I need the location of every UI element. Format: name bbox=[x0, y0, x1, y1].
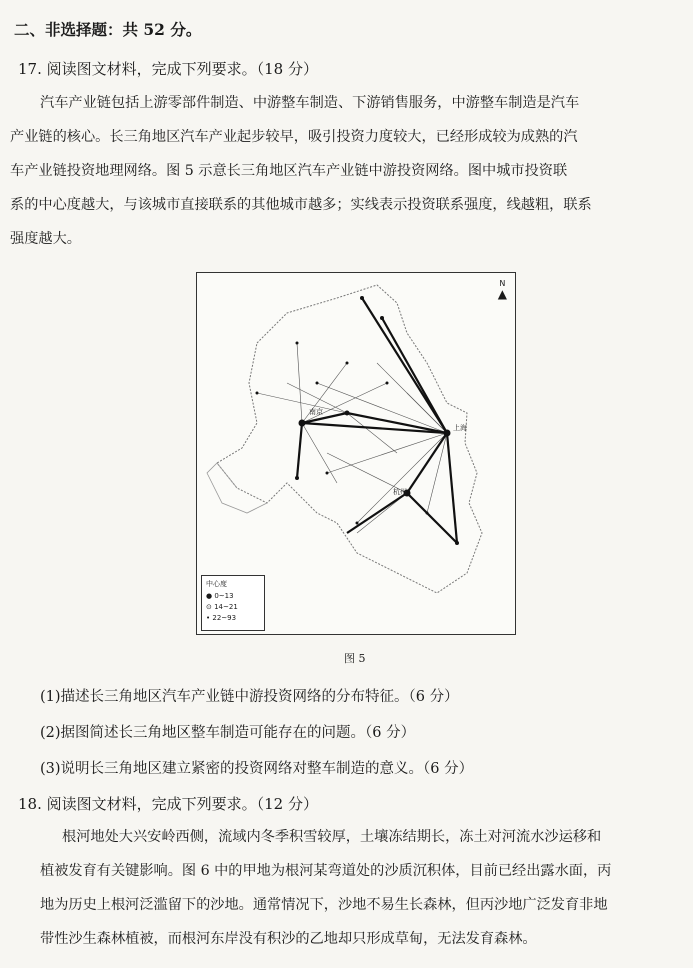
paragraph-line: 根河地处大兴安岭西侧，流域内冬季积雪较厚，土壤冻结期长，冻土对河流水沙运移和 bbox=[62, 829, 602, 845]
north-label: N bbox=[499, 279, 506, 288]
paragraph-line: 汽车产业链包括上游零部件制造、中游整车制造、下游销售服务，中游整车制造是汽车 bbox=[40, 95, 580, 111]
thick-links bbox=[297, 298, 457, 543]
section-title: 二、非选择题：共 52 分。 bbox=[14, 20, 202, 39]
paragraph-line: 植被发育有关键影响。图 6 中的甲地为根河某弯道处的沙质沉积体，目前已经出露水面，丙 bbox=[40, 863, 612, 879]
paragraph-line: 带性沙生森林植被，而根河东岸没有积沙的乙地却只形成草甸，无法发育森林。 bbox=[40, 931, 537, 947]
legend-item: • 22~93 bbox=[206, 614, 237, 622]
question-18-header: 18. 阅读图文材料，完成下列要求。（12 分） bbox=[18, 795, 318, 813]
north-arrow-icon: N ▲ bbox=[497, 279, 507, 301]
figure-5-caption: 图 5 bbox=[344, 652, 366, 665]
label-nanjing: 南京 bbox=[309, 408, 323, 416]
figure-5-map bbox=[196, 272, 516, 635]
legend-item: ● 0~13 bbox=[206, 592, 234, 600]
river-outline bbox=[207, 463, 267, 513]
legend-title: 中心度 bbox=[206, 580, 227, 588]
paragraph-line: 强度越大。 bbox=[10, 231, 81, 247]
paragraph-line: 车产业链投资地理网络。图 5 示意长三角地区汽车产业链中游投资网络。图中城市投资联 bbox=[10, 163, 568, 179]
question-17-header: 17. 阅读图文材料，完成下列要求。（18 分） bbox=[18, 60, 318, 78]
subquestion-2: (2)据图简述长三角地区整车制造可能存在的问题。（6 分） bbox=[40, 725, 416, 741]
paragraph-line: 地为历史上根河泛滥留下的沙地。通常情况下，沙地不易生长森林，但丙沙地广泛发育非地 bbox=[40, 897, 608, 913]
question-17-material bbox=[10, 86, 672, 256]
map-legend bbox=[201, 575, 265, 631]
label-shanghai: 上海 bbox=[453, 424, 467, 432]
question-18-material bbox=[40, 820, 672, 956]
subquestion-3: (3)说明长三角地区建立紧密的投资网络对整车制造的意义。（6 分） bbox=[40, 761, 474, 777]
legend-item: ⊙ 14~21 bbox=[206, 603, 238, 611]
paragraph-line: 系的中心度越大，与该城市直接联系的其他城市越多；实线表示投资联系强度，线越粗，联系 bbox=[10, 197, 592, 213]
label-hangzhou: 杭州 bbox=[393, 488, 407, 496]
paragraph-line: 产业链的核心。长三角地区汽车产业起步较早，吸引投资力度较大，已经形成较为成熟的汽 bbox=[10, 129, 578, 145]
subquestion-1: (1)描述长三角地区汽车产业链中游投资网络的分布特征。（6 分） bbox=[40, 689, 459, 705]
